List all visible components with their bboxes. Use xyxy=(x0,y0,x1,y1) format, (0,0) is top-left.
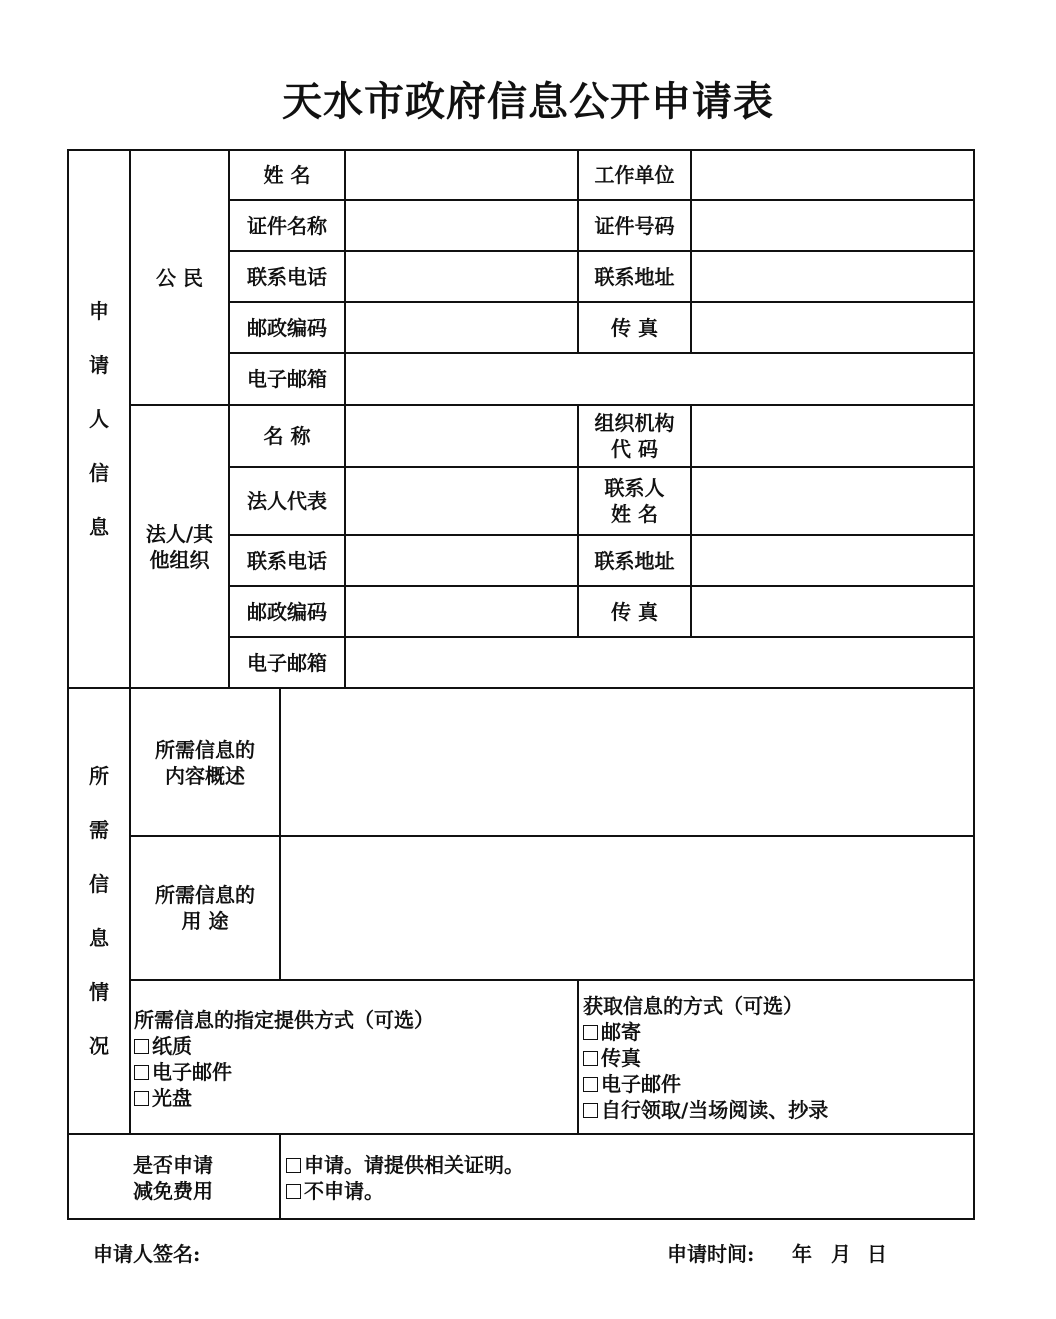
org-email-field[interactable] xyxy=(346,638,973,687)
checkbox-icon[interactable] xyxy=(286,1158,301,1173)
checkbox-icon[interactable] xyxy=(286,1184,301,1199)
provide-option-paper[interactable]: 纸质 xyxy=(134,1033,434,1059)
org-email-label: 电子邮箱 xyxy=(247,650,327,675)
org-fax-field[interactable] xyxy=(692,587,973,636)
obtain-method-group xyxy=(583,993,828,1123)
citizen-fax-label: 传 真 xyxy=(611,315,658,340)
purpose-label: 所需信息的 用 途 xyxy=(155,883,255,933)
provide-method-heading: 所需信息的指定提供方式（可选） xyxy=(134,1008,434,1032)
org-name-label: 名 称 xyxy=(263,424,311,448)
citizen-email-field[interactable] xyxy=(346,354,973,404)
citizen-email-label: 电子邮箱 xyxy=(247,367,327,391)
legal-rep-label: 法人代表 xyxy=(247,489,327,513)
applicant-info-label: 申 请 人 信 息 xyxy=(89,299,109,539)
obtain-option-fax[interactable]: 传真 xyxy=(583,1045,828,1071)
purpose-field[interactable] xyxy=(281,837,973,979)
org-code-label: 组织机构 代 码 xyxy=(594,411,675,461)
citizen-postcode-field[interactable] xyxy=(346,303,577,352)
fee-waiver-options xyxy=(286,1152,524,1204)
citizen-work-unit-label: 工作单位 xyxy=(594,163,675,187)
citizen-id-number-field[interactable] xyxy=(692,201,973,250)
content-summary-label: 所需信息的 内容概述 xyxy=(155,738,255,788)
date-year: 年 xyxy=(792,1242,812,1266)
date-month: 月 xyxy=(831,1242,851,1266)
info-needed-label: 所 需 信 息 情 况 xyxy=(89,764,109,1058)
obtain-option-mail[interactable]: 邮寄 xyxy=(583,1019,828,1045)
obtain-method-heading: 获取信息的方式（可选） xyxy=(583,994,803,1018)
content-summary-field[interactable] xyxy=(281,689,973,835)
checkbox-icon[interactable] xyxy=(583,1051,598,1066)
org-postcode-label: 邮政编码 xyxy=(247,599,327,624)
legal-rep-field[interactable] xyxy=(346,468,577,534)
checkbox-icon[interactable] xyxy=(583,1025,598,1040)
contact-person-label: 联系人 姓 名 xyxy=(604,476,665,526)
provide-method-group xyxy=(134,1007,434,1111)
org-fax-label: 传 真 xyxy=(611,599,658,624)
checkbox-icon[interactable] xyxy=(134,1065,149,1080)
signature-label: 申请人签名: xyxy=(93,1242,201,1266)
citizen-fax-field[interactable] xyxy=(692,303,973,352)
citizen-address-label: 联系地址 xyxy=(594,264,675,289)
citizen-group-label: 公 民 xyxy=(156,265,203,290)
provide-option-disc[interactable]: 光盘 xyxy=(134,1085,434,1111)
checkbox-icon[interactable] xyxy=(583,1103,598,1118)
org-phone-label: 联系电话 xyxy=(247,548,327,573)
date-day: 日 xyxy=(867,1242,887,1266)
citizen-id-type-label: 证件名称 xyxy=(247,213,327,238)
checkbox-icon[interactable] xyxy=(134,1039,149,1054)
citizen-phone-label: 联系电话 xyxy=(247,264,327,289)
citizen-id-number-label: 证件号码 xyxy=(594,213,675,238)
citizen-name-field[interactable] xyxy=(346,151,577,199)
contact-person-field[interactable] xyxy=(692,468,973,534)
fee-waiver-apply-option[interactable]: 申请。请提供相关证明。 xyxy=(286,1152,524,1178)
citizen-postcode-label: 邮政编码 xyxy=(247,315,327,340)
date-label: 申请时间: xyxy=(667,1242,755,1266)
citizen-name-label: 姓 名 xyxy=(263,163,311,187)
org-code-field[interactable] xyxy=(692,406,973,466)
checkbox-icon[interactable] xyxy=(583,1077,598,1092)
obtain-option-pickup[interactable]: 自行领取/当场阅读、抄录 xyxy=(583,1097,828,1123)
citizen-phone-field[interactable] xyxy=(346,252,577,301)
fee-waiver-label: 是否申请 减免费用 xyxy=(133,1153,213,1203)
org-postcode-field[interactable] xyxy=(346,587,577,636)
provide-option-email[interactable]: 电子邮件 xyxy=(134,1059,434,1085)
checkbox-icon[interactable] xyxy=(134,1091,149,1106)
org-address-label: 联系地址 xyxy=(594,548,675,573)
form-title: 天水市政府信息公开申请表 xyxy=(282,78,774,125)
citizen-address-field[interactable] xyxy=(692,252,973,301)
organization-group-label: 法人/其 他组织 xyxy=(145,521,214,572)
org-name-field[interactable] xyxy=(346,406,577,466)
citizen-id-type-field[interactable] xyxy=(346,201,577,250)
obtain-option-email[interactable]: 电子邮件 xyxy=(583,1071,828,1097)
org-phone-field[interactable] xyxy=(346,536,577,585)
citizen-work-unit-field[interactable] xyxy=(692,151,973,199)
fee-waiver-decline-option[interactable]: 不申请。 xyxy=(286,1178,524,1204)
org-address-field[interactable] xyxy=(692,536,973,585)
